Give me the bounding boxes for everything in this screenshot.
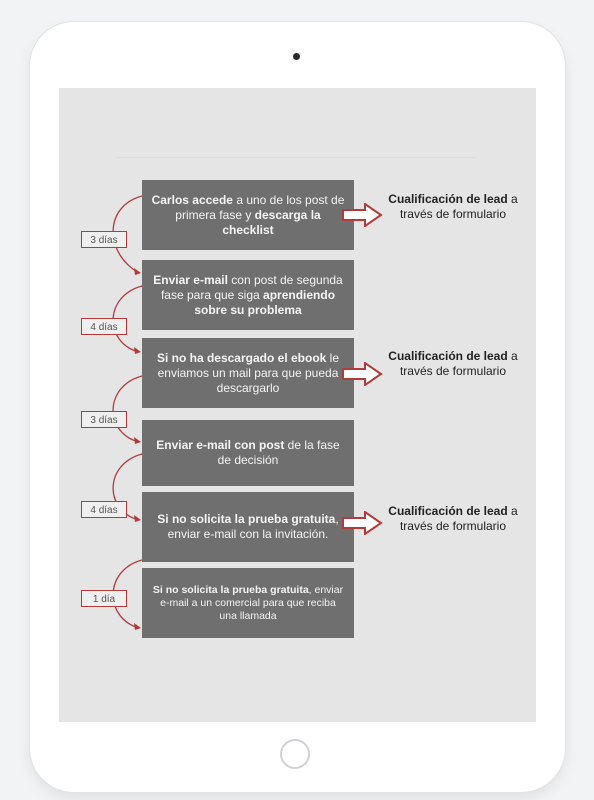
- home-button[interactable]: [280, 739, 310, 769]
- flow-step-4: [142, 420, 354, 486]
- flow-step-text: [150, 512, 346, 542]
- result-label: [383, 192, 523, 222]
- result-rest: a través de formulario: [399, 192, 518, 221]
- step-text-bold: Enviar e-mail con post: [156, 438, 285, 452]
- interval-label: 4 días: [81, 318, 127, 335]
- step-text-bold: Enviar e-mail: [153, 272, 228, 287]
- interval-label: 3 días: [81, 231, 127, 248]
- right-arrow-icon: [341, 511, 383, 535]
- result-bold: Cualificación de lead: [388, 504, 508, 518]
- screen: [59, 88, 536, 722]
- result-label: [383, 504, 523, 534]
- step-text: con post de segunda fase para que siga: [160, 272, 343, 302]
- step-text: , enviar e-mail a un comercial para que reciba una llamada: [160, 583, 344, 622]
- right-arrow-icon: [341, 362, 383, 386]
- result-rest: a través de formulario: [399, 349, 518, 378]
- result-rest: a través de formulario: [399, 504, 518, 533]
- step-text-bold: Si no solicita la prueba gratuita: [157, 512, 336, 526]
- flow-step-text: [150, 273, 346, 318]
- step-text-bold: descarga la checklist: [222, 207, 321, 237]
- result-label: [383, 349, 523, 379]
- step-text: de la fase de decisión: [217, 438, 340, 467]
- result-bold: Cualificación de lead: [388, 349, 508, 363]
- flow-step-2: [142, 260, 354, 330]
- flow-step-3: [142, 338, 354, 408]
- step-text: a uno de los post de primera fase y: [175, 192, 345, 222]
- flow-step-6: [142, 568, 354, 638]
- flow-step-5: [142, 492, 354, 562]
- flow-step-text: [150, 351, 346, 396]
- step-text: le enviamos un mail para que pueda descargarlo: [157, 350, 340, 395]
- flow-step-text: [150, 584, 346, 623]
- result-bold: Cualificación de lead: [388, 192, 508, 206]
- flow-step-text: [150, 438, 346, 468]
- step-text-bold: Si no solicita la prueba gratuita: [152, 583, 309, 596]
- interval-label: 3 días: [81, 411, 127, 428]
- interval-label: 4 días: [81, 501, 127, 518]
- flow-step-1: [142, 180, 354, 250]
- step-text: , enviar e-mail con la invitación.: [167, 512, 339, 541]
- step-text-bold: Si no ha descargado el ebook: [156, 350, 327, 365]
- interval-label: 1 día: [81, 590, 127, 607]
- step-text-bold: aprendiendo sobre su problema: [194, 287, 336, 317]
- right-arrow-icon: [341, 203, 383, 227]
- flow-step-text: [150, 193, 346, 238]
- step-text-bold: Carlos accede: [151, 192, 233, 207]
- camera-icon: [293, 53, 300, 60]
